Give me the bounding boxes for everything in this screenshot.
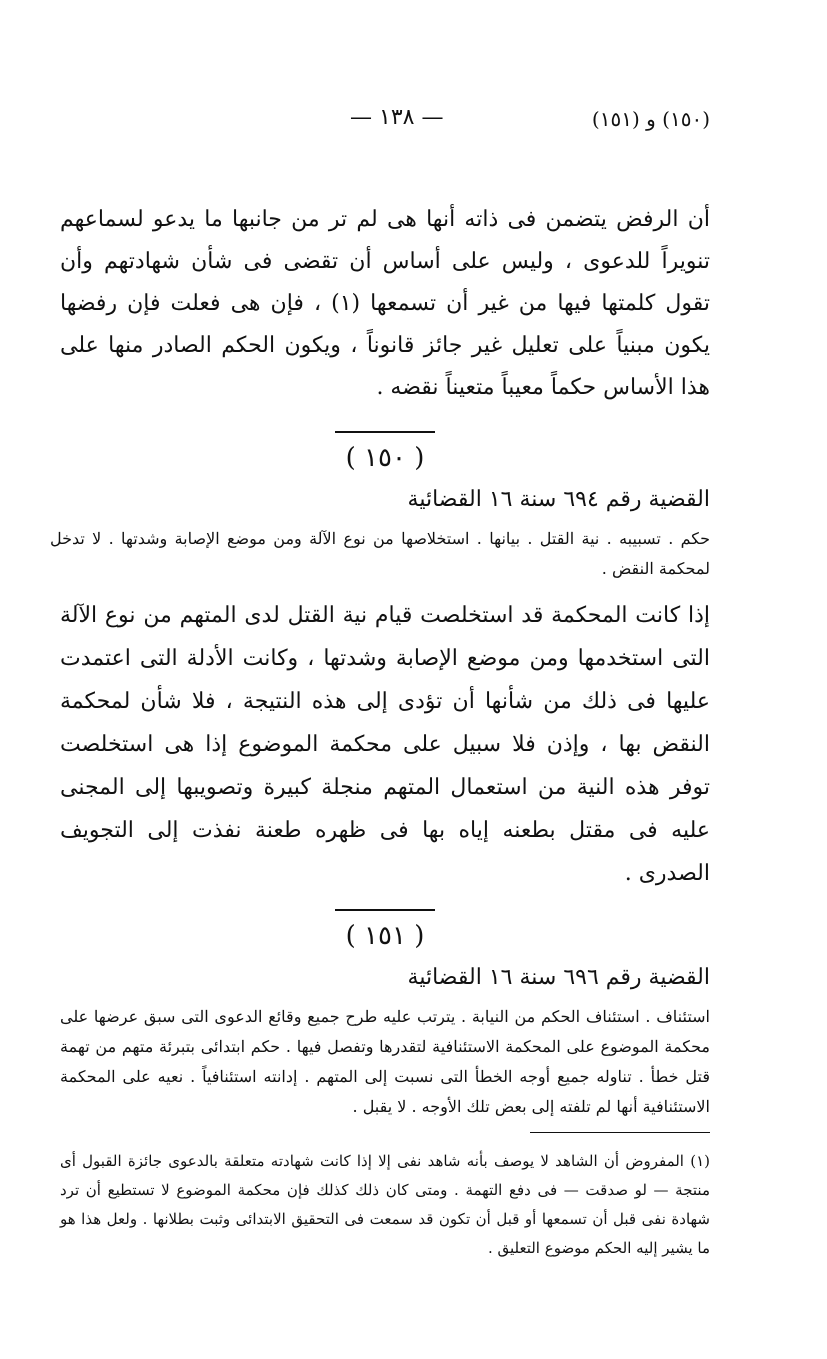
case-reference: القضية رقم ٦٩٤ سنة ١٦ القضائية [407,487,710,512]
intro-paragraph: أن الرفض يتضمن فى ذاته أنها هى لم تر من جانبها ما يدعو لسماعهم تنويراً للدعوى ، وليس على أساس أن تقضى فى شأن شهادتهم وأن تقول كلمتها فيها من غير أن تسمعها (١) ، فإن هى فعلت فإن رفضها يكون مبنياً على تعليل غير جائز قانوناً ، ويكون الحكم الصادر منها على هذا الأساس حكماً معيباً متعيناً نقضه . [60,207,710,400]
case-summary: استئناف . استئناف الحكم من النيابة . يترتب عليه طرح جميع وقائع الدعوى التى سبق عرضها على محكمة الموضوع على المحكمة الاستئنافية لتقدرها وتفصل فيها . حكم ابتدائى بتبرئة متهم من تهمة قتل خطأ . تناوله جميع أوجه الخطأ التى نسبت إلى المتهم . إدانته استئنافياً . نعيه على المحكمة الاستئنافية أنها لم تلفته إلى بعض تلك الأوجه . لا يقبل . [60,1007,710,1116]
footnote: (١) المفروض أن الشاهد لا يوصف بأنه شاهد نفى إلا إذا كانت شهادته متعلقة بالدعوى جائزة القبول أى منتجة — لو صدقت — فى دفع التهمة . ومتى كان ذلك كذلك فإن محكمة الموضوع لا تستطيع أن ترد شهادة نفى قبل أن تسمعها أو قبل أن تكون قد سمعت فى التحقيق الابتدائى وثبت بطلانها . ولعل هذا هو ما يشير إليه الحكم موضوع التعليق . [60,1152,710,1257]
page-number: — ١٣٨ — [350,105,444,130]
page-header [60,95,710,135]
case-summary: حكم . تسبيبه . نية القتل . بيانها . استخلاصها من نوع الآلة ومن موضع الإصابة وشدتها . لا تدخل لمحكمة النقض . [50,529,710,578]
section-divider [335,431,435,433]
case-reference: القضية رقم ٦٩٦ سنة ١٦ القضائية [407,965,710,990]
section-divider [335,909,435,911]
case-number: ( ١٥٠ ) [345,443,425,473]
case-section-150 [50,443,710,895]
document-page [50,95,710,1263]
footnote-rule [530,1132,710,1133]
case-number: ( ١٥١ ) [345,921,425,951]
case-range: (١٥٠) و (١٥١) [591,107,710,131]
case-ruling: إذا كانت المحكمة قد استخلصت قيام نية القتل لدى المتهم من نوع الآلة التى استخدمها ومن موضع الإصابة وشدتها ، وكانت الأدلة التى اعتمدت عليها فى ذلك من شأنها أن تؤدى إلى هذه النتيجة ، فلا شأن لمحكمة النقض بها ، وإذن فلا سبيل على محكمة الموضوع إذا هى استخلصت توفر هذه النية من استعمال المتهم منجلة كبيرة وتصويبها إلى المجنى عليه فى مقتل بطعنه إياه بها فى ظهره طعنة نفذت إلى التجويف الصدرى . [60,603,710,886]
case-section-151 [60,921,710,1122]
